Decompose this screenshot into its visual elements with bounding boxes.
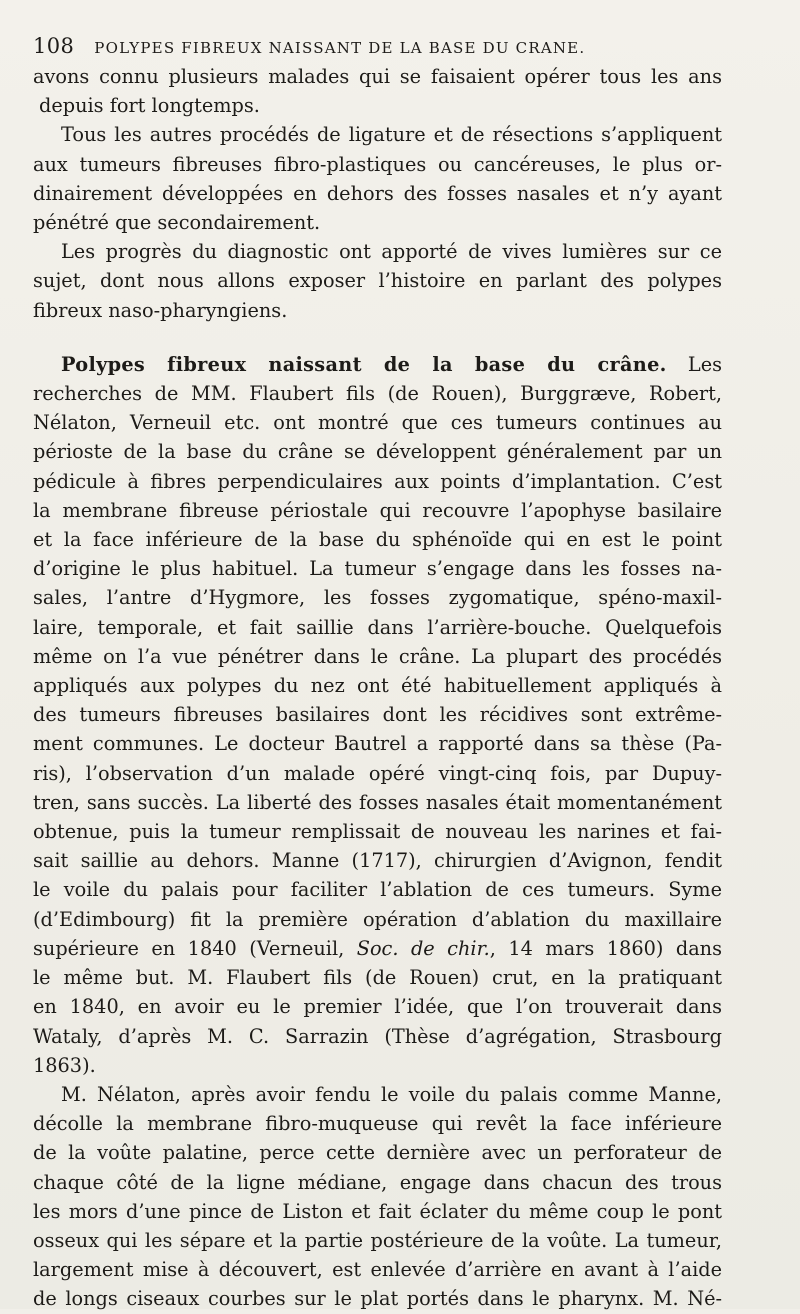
text-line: fibreux naso-pharyngiens. [33,298,288,322]
text-line: des tumeurs fibreuses basilaires dont les récidives sont extrême- [33,703,722,727]
text-line: Tous les autres procédés de ligature et de résections s’appliquent [61,123,722,147]
text-line: même on l’a vue pénétrer dans le crâne. La plupart des procédés [33,644,722,668]
text-line: M. Nélaton, après avoir fendu le voile du palais comme Manne, [61,1082,722,1106]
text-line: pédicule à fibres perpendiculaires aux points d’implantation. C’est [33,469,722,493]
text-line: Les progrès du diagnostic ont apporté de vives lumières sur ce [61,240,722,264]
text-line: de longs ciseaux courbes sur le plat portés dans le pharynx. M. Né- [33,1287,722,1311]
text-line: Wataly, d’après M. C. Sarrazin (Thèse d’agrégation, Strasbourg [33,1024,722,1048]
text-line: en 1840, en avoir eu le premier l’idée, que l’on trouverait dans [33,995,722,1019]
text-line: sujet, dont nous allons exposer l’histoire en parlant des polypes [33,269,722,293]
text-line: aux tumeurs fibreuses fibro-plastiques ou cancéreuses, le plus or- [33,152,722,176]
paragraph [33,120,722,237]
text-line: largement mise à découvert, est enlevée d’arrière en avant à l’aide [33,1258,722,1282]
text-line: d’origine le plus habituel. La tumeur s’engage dans les fosses na- [33,557,722,581]
section-gap [33,325,722,350]
text-line: Nélaton, Verneuil etc. ont montré que ces tumeurs continues au [33,411,722,435]
paragraph [33,1080,722,1314]
text-line: laire, temporale, et fait saillie dans l’arrière-bouche. Quelquefois [33,615,722,639]
paragraph [33,237,722,325]
running-head [33,34,722,58]
text-line: recherches de MM. Flaubert fils (de Rouen), Burggræve, Robert, [33,382,722,406]
text-line: décolle la membrane fibro-muqueuse qui revêt la face inférieure [33,1112,722,1136]
paragraph-continuation [33,62,722,120]
text-line: le voile du palais pour faciliter l’ablation de ces tumeurs. Syme [33,878,722,902]
text-line: appliqués aux polypes du nez ont été habituellement appliqués à [33,674,722,698]
page-number: 108 [33,34,75,58]
text-line: (d’Edimbourg) fit la première opération d’ablation du maxillaire [33,907,722,931]
text-line: et la face inférieure de la base du sphénoïde qui en est le point [33,528,722,552]
text-line: sait saillie au dehors. Manne (1717), chirurgien d’Avignon, fendit [33,849,722,873]
text-line: ris), l’observation d’un malade opéré vingt-cinq fois, par Dupuy- [33,761,722,785]
journal-abbreviation: Soc. de chir. [356,936,490,960]
text-fragment: Les [687,352,722,376]
text-line: de la voûte palatine, perce cette dernière avec un perforateur de [33,1141,722,1165]
text-line: le même but. M. Flaubert fils (de Rouen) crut, en la pratiquant [33,966,722,990]
text-line: sales, l’antre d’Hygmore, les fosses zygomatique, spéno-maxil- [33,586,722,610]
text-line: chaque côté de la ligne médiane, engage dans chacun des trous [33,1170,722,1194]
text-line: la membrane fibreuse périostale qui recouvre l’apophyse basilaire [33,498,722,522]
text-line: ment communes. Le docteur Bautrel a rapporté dans sa thèse (Pa- [33,732,722,756]
text-line: tren, sans succès. La liberté des fosses nasales était momentanément [33,790,722,814]
running-title: POLYPES FIBREUX NAISSANT DE LA BASE DU CRANE. [94,39,586,57]
text-line: dinairement développées en dehors des fosses nasales et n’y ayant [33,181,722,205]
section-paragraph [33,350,722,1080]
text-line: depuis fort longtemps. [39,94,260,118]
section-heading: Polypes fibreux naissant de la base du crâne. [61,352,667,376]
text-line: 1863). [33,1053,96,1077]
text-line: périoste de la base du crâne se développent généralement par un [33,440,722,464]
text-line: supérieure en 1840 (Verneuil, Soc. de chir., 14 mars 1860) dans [33,936,722,960]
text-line: avons connu plusieurs malades qui se faisaient opérer tous les ans [33,65,722,88]
text-line: pénétré que secondairement. [33,211,321,235]
text-line: les mors d’une pince de Liston et fait éclater du même coup le pont [33,1199,722,1223]
section-first-line [33,350,722,379]
text-line: obtenue, puis la tumeur remplissait de nouveau les narines et fai- [33,820,722,844]
text-line: osseux qui les sépare et la partie postérieure de la voûte. La tumeur, [33,1228,722,1252]
